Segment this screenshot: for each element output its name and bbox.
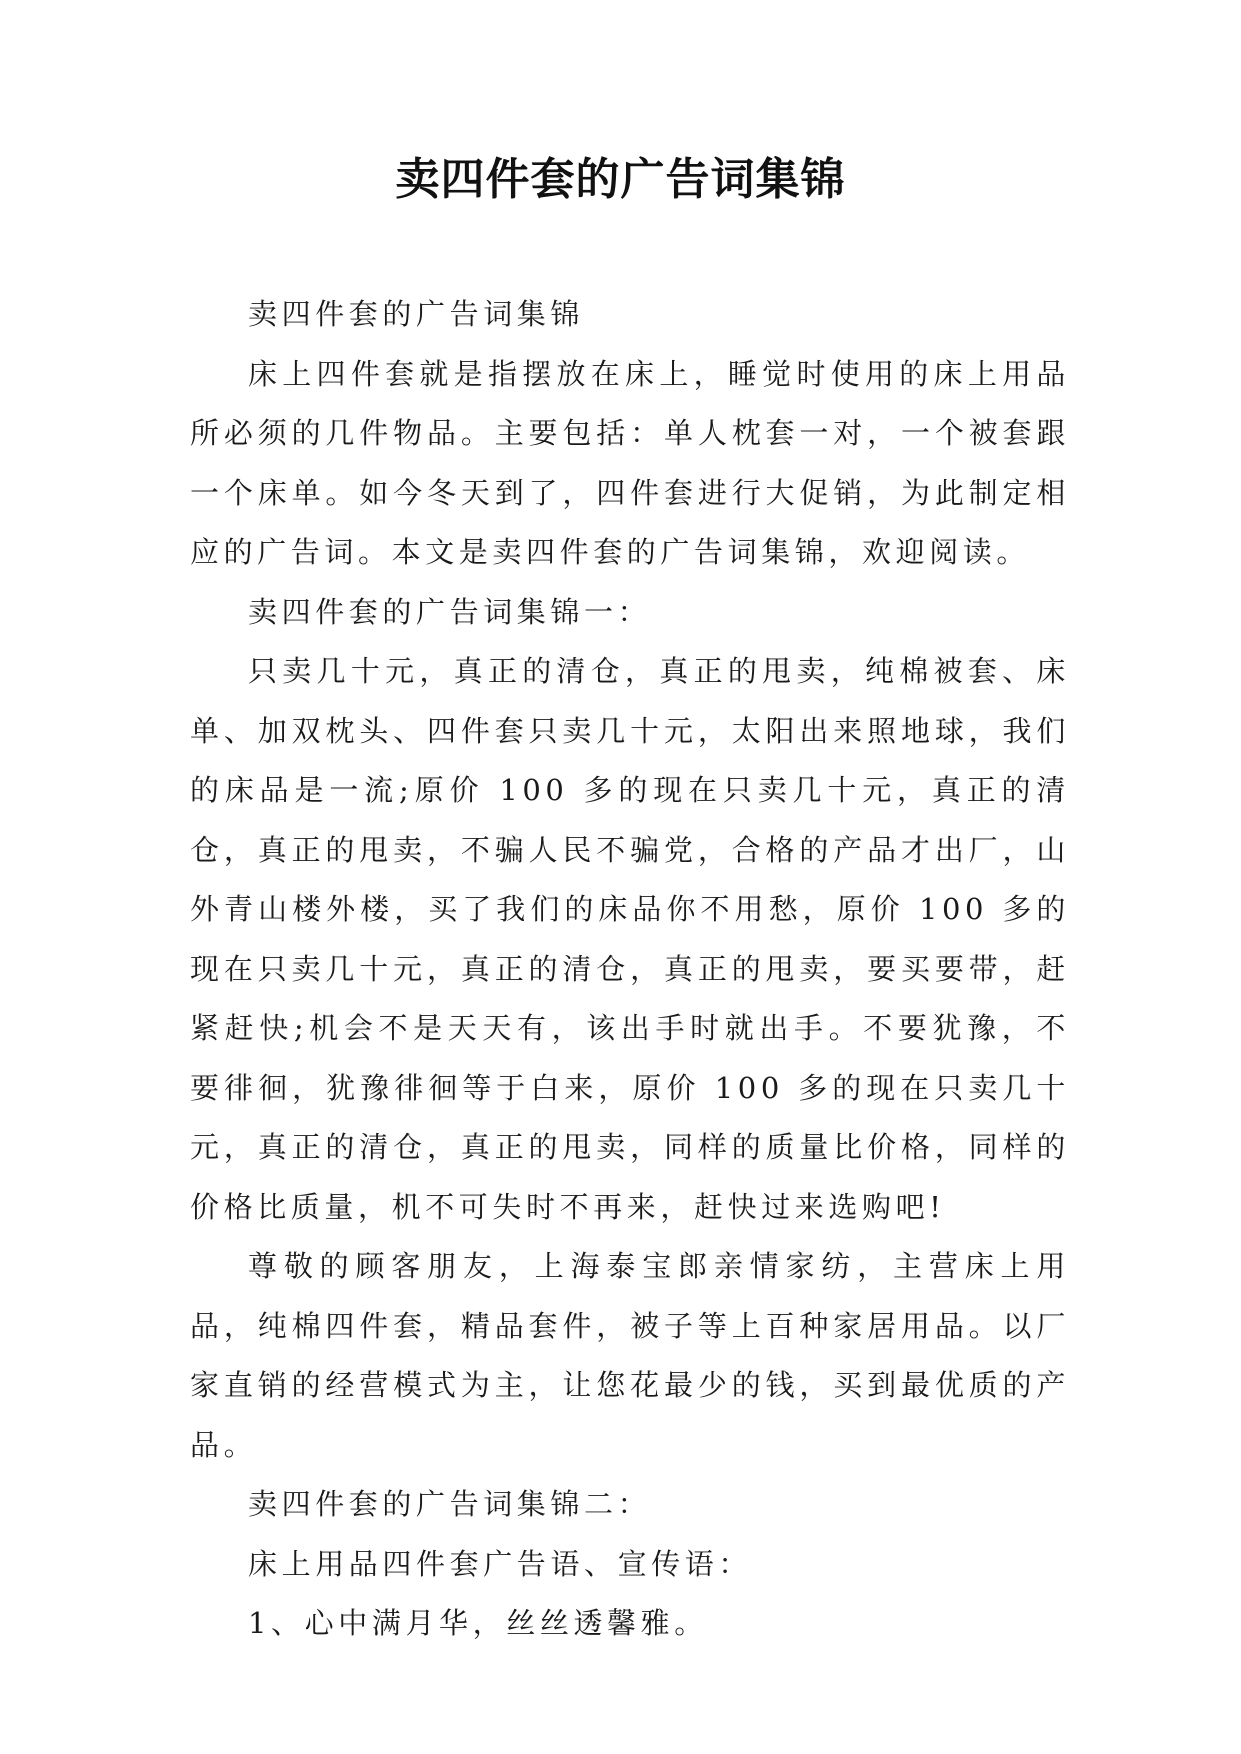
document-body	[190, 285, 1070, 1654]
section-heading-one: 卖四件套的广告词集锦一：	[248, 594, 652, 629]
document-title: 卖四件套的广告词集锦	[395, 154, 846, 205]
paragraph-slogan-heading: 床上用品四件套广告语、宣传语：	[248, 1546, 753, 1581]
section-heading-two: 卖四件套的广告词集锦二：	[248, 1487, 652, 1521]
paragraph-subtitle: 卖四件套的广告词集锦	[248, 297, 585, 331]
paragraph-slogan-one: 只卖几十元，真正的清仓，真正的甩卖，纯棉被套、床单、加双枕头、四件套只卖几十元，太阳出来照地球，我们的床品是一流;原价 100 多的现在只卖几十元，真正的清仓，真正的甩卖，不骗人民不骗党，合格的产品才出厂，山外青山楼外楼，买了我们的床品你不用愁，原价 100 多的现在只卖几十元，真正的清仓，真正的甩卖，要买要带，赶紧赶快;机会不是天天有，该出手时就出手。不要犹豫，不要徘徊，犹豫徘徊等于白来，原价 100 多的现在只卖几十元，真正的清仓，真正的甩卖，同样的质量比价格，同样的价格比质量，机不可失时不再来，赶快过来选购吧!	[190, 654, 1070, 1224]
paragraph-intro: 床上四件套就是指摆放在床上，睡觉时使用的床上用品所必须的几件物品。主要包括：单人枕套一对，一个被套跟一个床单。如今冬天到了，四件套进行大促销，为此制定相应的广告词。本文是卖四件套的广告词集锦，欢迎阅读。	[190, 356, 1070, 569]
paragraph-company: 尊敬的顾客朋友，上海泰宝郎亲情家纺，主营床上用品，纯棉四件套，精品套件，被子等上百种家居用品。以厂家直销的经营模式为主，让您花最少的钱，买到最优质的产品。	[190, 1249, 1070, 1462]
paragraph-slogan-item-1: 1、心中满月华，丝丝透馨雅。	[248, 1606, 708, 1640]
